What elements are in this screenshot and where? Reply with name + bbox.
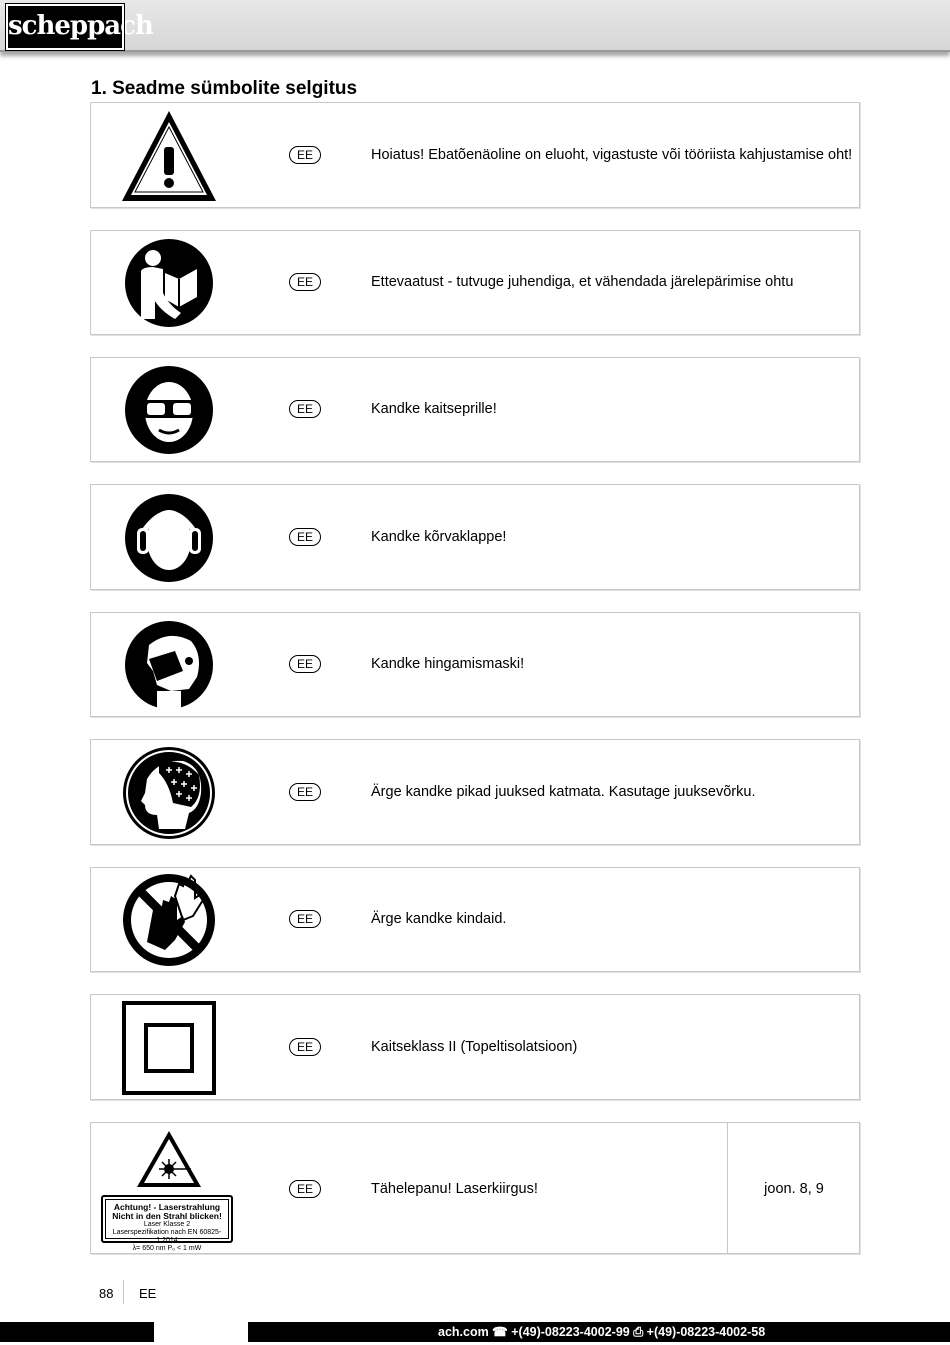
- symbol-description: Ettevaatust - tutvuge juhendiga, et vähendada järelepärimise ohtu: [371, 274, 794, 290]
- symbol-row-warning: [90, 102, 860, 208]
- lang-badge: EE: [289, 528, 321, 546]
- lang-badge: EE: [289, 655, 321, 673]
- symbol-description: Kandke kaitseprille!: [371, 401, 497, 417]
- lang-badge: EE: [289, 400, 321, 418]
- page-number: 88: [99, 1286, 114, 1301]
- symbol-row-hairnet: [90, 739, 860, 845]
- lang-badge: EE: [289, 1038, 321, 1056]
- symbol-description: Kandke kõrvaklappe!: [371, 529, 507, 545]
- footer-gap: [154, 1322, 248, 1344]
- symbol-description: Hoiatus! Ebatõenäoline on eluoht, vigastuste või tööriista kahjustamise oht!: [371, 147, 853, 163]
- warning-triangle-icon: [119, 107, 219, 207]
- lang-badge: EE: [289, 783, 321, 801]
- symbol-row-ear: [90, 484, 860, 590]
- figure-reference-cell: [727, 1123, 860, 1253]
- respirator-mask-icon: [119, 615, 219, 715]
- laser-label-line: Laser Klasse 2: [143, 1221, 191, 1228]
- laser-warning-label: [101, 1195, 233, 1252]
- hair-net-icon: [119, 743, 219, 843]
- symbol-row-gloves: [90, 867, 860, 972]
- no-gloves-icon: [119, 870, 219, 970]
- laser-label-line: Achtung! - Laserstrahlung: [113, 1202, 221, 1212]
- ear-protection-icon: [119, 488, 219, 588]
- lang-badge: EE: [289, 910, 321, 928]
- laser-label-line: Laserspezifikation nach EN 60825-1:2014: [112, 1229, 222, 1244]
- read-manual-icon: [119, 233, 219, 333]
- symbol-row-goggles: [90, 357, 860, 462]
- footer-contact: ach.com ☎ +(49)-08223-4002-99 ⎙ +(49)-08223-4002-58: [438, 1325, 766, 1339]
- symbol-description: Kaitseklass II (Topeltisolatsioon): [371, 1039, 578, 1055]
- section-title: 1. Seadme sümbolite selgitus: [91, 78, 358, 99]
- laser-warning-icon: [135, 1129, 203, 1189]
- safety-goggles-icon: [119, 360, 219, 460]
- figure-reference: joon. 8, 9: [764, 1181, 824, 1197]
- symbol-row-manual: [90, 230, 860, 335]
- lang-badge: EE: [289, 1180, 321, 1198]
- page-header: [0, 0, 950, 52]
- laser-label-line: λ= 650 nm P₀ < 1 mW: [132, 1245, 202, 1252]
- double-insulation-icon: [119, 998, 219, 1098]
- lang-badge: EE: [289, 146, 321, 164]
- lang-badge: EE: [289, 273, 321, 291]
- symbol-description: Ärge kandke kindaid.: [371, 911, 507, 927]
- symbol-row-mask: [90, 612, 860, 717]
- symbol-description: Ärge kandke pikad juuksed katmata. Kasutage juuksevõrku.: [371, 784, 756, 800]
- symbol-description: Tähelepanu! Laserkiirgus!: [371, 1181, 538, 1197]
- symbol-description: Kandke hingamismaski!: [371, 656, 525, 672]
- page-divider: [123, 1280, 124, 1304]
- symbol-row-insulation: [90, 994, 860, 1100]
- page-language: EE: [139, 1286, 157, 1301]
- symbol-row-laser: [90, 1122, 860, 1254]
- scheppach-logo: scheppach: [6, 4, 124, 50]
- laser-label-line: Nicht in den Strahl blicken!: [112, 1211, 222, 1221]
